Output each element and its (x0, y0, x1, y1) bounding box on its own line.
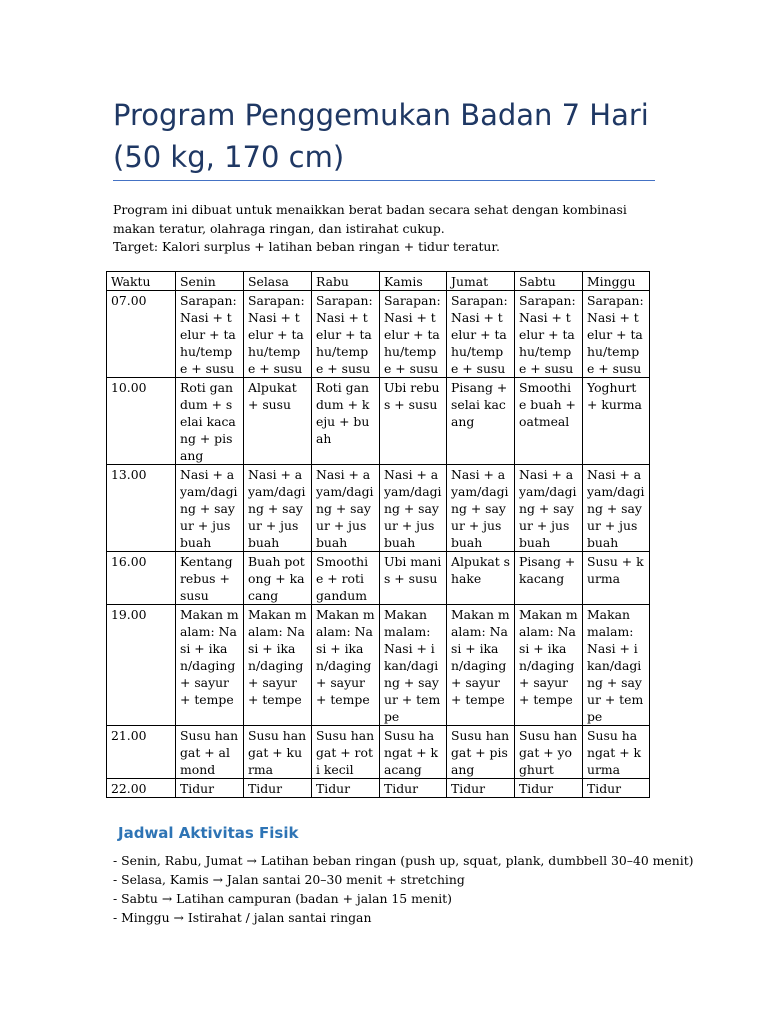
header-cell: Minggu (583, 272, 650, 291)
table-cell: Nasi + ayam/daging + sayur + jus buah (515, 465, 583, 552)
table-cell: Susu hangat + roti kecil (312, 726, 380, 779)
table-cell: Makan malam: Nasi + ikan/daging + sayur + tempe (176, 605, 244, 726)
table-cell: Alpukat + susu (244, 378, 312, 465)
time-cell: 21.00 (107, 726, 176, 779)
table-cell: Tidur (244, 779, 312, 798)
table-cell: Susu hangat + yoghurt (515, 726, 583, 779)
table-header-row (107, 272, 650, 291)
intro-text (113, 201, 658, 257)
table-row (107, 291, 650, 378)
meal-schedule-table (106, 271, 650, 798)
table-cell: Pisang + kacang (515, 552, 583, 605)
table-cell: Kentang rebus + susu (176, 552, 244, 605)
table-cell: Alpukat shake (447, 552, 515, 605)
table-row (107, 465, 650, 552)
activities-list (113, 851, 694, 927)
table-row (107, 605, 650, 726)
table-cell: Sarapan: Nasi + telur + tahu/tempe + susu (312, 291, 380, 378)
document-title (113, 94, 658, 178)
table-cell: Susu hangat + kurma (244, 726, 312, 779)
table-row (107, 552, 650, 605)
title-line-2: (50 kg, 170 cm) (113, 140, 345, 174)
table-cell: Tidur (380, 779, 447, 798)
target-paragraph: Target: Kalori surplus + latihan beban ringan + tidur teratur. (113, 239, 500, 254)
header-cell: Sabtu (515, 272, 583, 291)
table-cell: Makan malam: Nasi + ikan/daging + sayur + tempe (447, 605, 515, 726)
table-cell: Susu hangat + almond (176, 726, 244, 779)
table-cell: Smoothie buah + oatmeal (515, 378, 583, 465)
table-row (107, 378, 650, 465)
table-cell: Tidur (176, 779, 244, 798)
header-cell: Waktu (107, 272, 176, 291)
time-cell: 22.00 (107, 779, 176, 798)
intro-paragraph: Program ini dibuat untuk menaikkan berat badan secara sehat dengan kombinasi makan teratur, olahraga ringan, dan istirahat cukup. (113, 202, 627, 236)
table-cell: Pisang + selai kacang (447, 378, 515, 465)
header-cell: Senin (176, 272, 244, 291)
title-underline (113, 180, 655, 181)
table-cell: Susu hangat + kurma (583, 726, 650, 779)
table-cell: Makan malam: Nasi + ikan/daging + sayur + tempe (380, 605, 447, 726)
table-cell: Nasi + ayam/daging + sayur + jus buah (583, 465, 650, 552)
table-cell: Nasi + ayam/daging + sayur + jus buah (312, 465, 380, 552)
table-cell: Makan malam: Nasi + ikan/daging + sayur + tempe (312, 605, 380, 726)
activities-heading: Jadwal Aktivitas Fisik (118, 824, 299, 842)
header-cell: Kamis (380, 272, 447, 291)
table-cell: Tidur (583, 779, 650, 798)
table-cell: Nasi + ayam/daging + sayur + jus buah (380, 465, 447, 552)
header-cell: Selasa (244, 272, 312, 291)
table-cell: Makan malam: Nasi + ikan/daging + sayur + tempe (583, 605, 650, 726)
table-cell: Susu hangat + kacang (380, 726, 447, 779)
list-item: - Minggu → Istirahat / jalan santai ringan (113, 910, 372, 925)
table-cell: Ubi rebus + susu (380, 378, 447, 465)
table-row (107, 779, 650, 798)
table-cell: Susu hangat + pisang (447, 726, 515, 779)
time-cell: 10.00 (107, 378, 176, 465)
table-cell: Ubi manis + susu (380, 552, 447, 605)
table-cell: Makan malam: Nasi + ikan/daging + sayur + tempe (515, 605, 583, 726)
list-item: - Senin, Rabu, Jumat → Latihan beban ringan (push up, squat, plank, dumbbell 30–40 menit) (113, 853, 694, 868)
table-cell: Sarapan: Nasi + telur + tahu/tempe + susu (176, 291, 244, 378)
time-cell: 19.00 (107, 605, 176, 726)
list-item: - Selasa, Kamis → Jalan santai 20–30 menit + stretching (113, 872, 465, 887)
table-cell: Sarapan: Nasi + telur + tahu/tempe + susu (515, 291, 583, 378)
header-cell: Jumat (447, 272, 515, 291)
table-cell: Tidur (312, 779, 380, 798)
table-cell: Buah potong + kacang (244, 552, 312, 605)
table-cell: Makan malam: Nasi + ikan/daging + sayur + tempe (244, 605, 312, 726)
list-item: - Sabtu → Latihan campuran (badan + jalan 15 menit) (113, 891, 452, 906)
table-cell: Tidur (447, 779, 515, 798)
table-cell: Tidur (515, 779, 583, 798)
table-cell: Nasi + ayam/daging + sayur + jus buah (447, 465, 515, 552)
table-cell: Nasi + ayam/daging + sayur + jus buah (176, 465, 244, 552)
time-cell: 13.00 (107, 465, 176, 552)
table-cell: Roti gandum + keju + buah (312, 378, 380, 465)
table-cell: Smoothie + roti gandum (312, 552, 380, 605)
time-cell: 16.00 (107, 552, 176, 605)
table-row (107, 726, 650, 779)
header-cell: Rabu (312, 272, 380, 291)
table-cell: Susu + kurma (583, 552, 650, 605)
table-cell: Roti gandum + selai kacang + pisang (176, 378, 244, 465)
table-cell: Sarapan: Nasi + telur + tahu/tempe + susu (380, 291, 447, 378)
title-line-1: Program Penggemukan Badan 7 Hari (113, 98, 649, 132)
table-cell: Sarapan: Nasi + telur + tahu/tempe + susu (244, 291, 312, 378)
table-cell: Nasi + ayam/daging + sayur + jus buah (244, 465, 312, 552)
table-cell: Sarapan: Nasi + telur + tahu/tempe + susu (583, 291, 650, 378)
table-cell: Yoghurt + kurma (583, 378, 650, 465)
table-cell: Sarapan: Nasi + telur + tahu/tempe + susu (447, 291, 515, 378)
time-cell: 07.00 (107, 291, 176, 378)
